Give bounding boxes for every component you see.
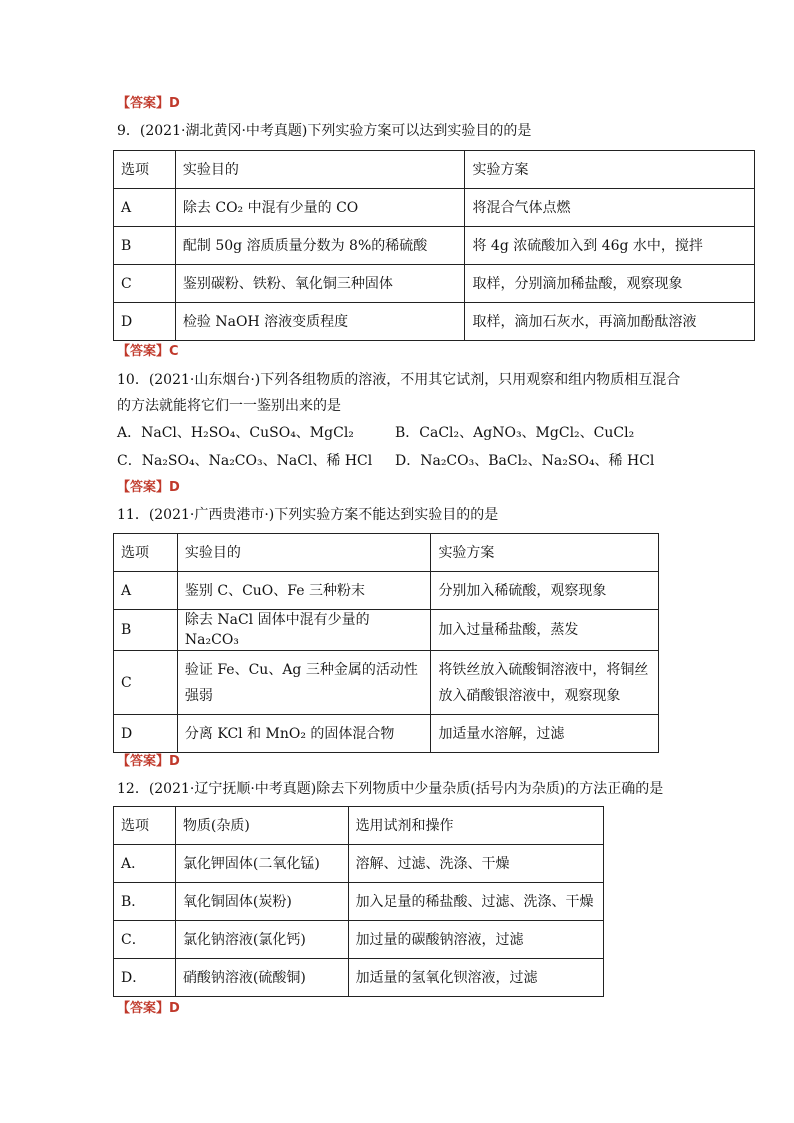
- method-cell: 将铁丝放入硫酸铜溶液中，将铜丝放入硝酸银溶液中，观察现象: [431, 651, 659, 715]
- option-cell: D: [114, 303, 176, 341]
- header-cell: 实验目的: [177, 534, 431, 572]
- option-cell: C．: [114, 921, 176, 959]
- method-cell: 将 4g 浓硫酸加入到 46g 水中，搅拌: [465, 227, 755, 265]
- option-cell: B: [114, 227, 176, 265]
- substance-cell: 氧化铜固体(炭粉): [175, 883, 348, 921]
- option-cell: D．: [114, 959, 176, 997]
- question-12-stem: 12．(2021·辽宁抚顺·中考真题)除去下列物质中少量杂质(括号内为杂质)的方法正确的是: [117, 781, 664, 797]
- table-row: [114, 303, 755, 341]
- question-11-table: [113, 533, 659, 753]
- substance-cell: 氯化钾固体(二氧化锰): [175, 845, 348, 883]
- option-cell: D: [114, 715, 178, 753]
- method-cell: 加入过量稀盐酸，蒸发: [431, 610, 659, 651]
- question-10-stem-line1: 10．(2021·山东烟台·)下列各组物质的溶液，不用其它试剂，只用观察和组内物质相互混合: [117, 372, 681, 388]
- method-cell: 将混合气体点燃: [465, 189, 755, 227]
- question-9-stem: 9．(2021·湖北黄冈·中考真题)下列实验方案可以达到实验目的的是: [117, 123, 532, 139]
- method-cell: 加适量的氢氧化钡溶液，过滤: [348, 959, 603, 997]
- header-cell: 选用试剂和操作: [348, 807, 603, 845]
- answer-label: 【答案】D: [117, 480, 180, 495]
- substance-cell: 氯化钠溶液(氯化钙): [175, 921, 348, 959]
- purpose-cell: 验证 Fe、Cu、Ag 三种金属的活动性强弱: [177, 651, 431, 715]
- option-a: A．NaCl、H₂SO₄、CuSO₄、MgCl₂: [117, 425, 354, 441]
- header-cell: 选项: [114, 151, 176, 189]
- question-9-table: [113, 150, 755, 341]
- table-row: [114, 610, 659, 651]
- option-cell: B．: [114, 883, 176, 921]
- header-cell: 选项: [114, 534, 178, 572]
- answer-label: 【答案】D: [117, 754, 180, 769]
- option-cell: B: [114, 610, 178, 651]
- answer-label: 【答案】D: [117, 96, 180, 111]
- table-row: [114, 189, 755, 227]
- table-row: [114, 883, 604, 921]
- answer-label: 【答案】D: [117, 1001, 180, 1016]
- table-row: [114, 651, 659, 715]
- option-c: C．Na₂SO₄、Na₂CO₃、NaCl、稀 HCl: [117, 453, 373, 469]
- table-header-row: [114, 807, 604, 845]
- method-cell: 分别加入稀硫酸，观察现象: [431, 572, 659, 610]
- question-11-stem: 11．(2021·广西贵港市·)下列实验方案不能达到实验目的的是: [117, 507, 499, 523]
- method-cell: 加适量水溶解，过滤: [431, 715, 659, 753]
- purpose-cell: 除去 NaCl 固体中混有少量的 Na₂CO₃: [177, 610, 431, 651]
- header-cell: 实验目的: [175, 151, 465, 189]
- table-row: [114, 265, 755, 303]
- method-cell: 取样，分别滴加稀盐酸，观察现象: [465, 265, 755, 303]
- purpose-cell: 鉴别碳粉、铁粉、氧化铜三种固体: [175, 265, 465, 303]
- option-cell: A．: [114, 845, 176, 883]
- header-cell: 实验方案: [465, 151, 755, 189]
- option-cell: A: [114, 572, 178, 610]
- header-cell: 物质(杂质): [175, 807, 348, 845]
- method-cell: 加入足量的稀盐酸、过滤、洗涤、干燥: [348, 883, 603, 921]
- option-d: D．Na₂CO₃、BaCl₂、Na₂SO₄、稀 HCl: [395, 453, 655, 469]
- option-b: B．CaCl₂、AgNO₃、MgCl₂、CuCl₂: [395, 425, 635, 441]
- table-header-row: [114, 534, 659, 572]
- question-10-stem-line2: 的方法就能将它们一一鉴别出来的是: [117, 398, 341, 414]
- method-cell: 取样，滴加石灰水，再滴加酚酞溶液: [465, 303, 755, 341]
- header-cell: 实验方案: [431, 534, 659, 572]
- purpose-cell: 分离 KCl 和 MnO₂ 的固体混合物: [177, 715, 431, 753]
- table-row: [114, 227, 755, 265]
- answer-label: 【答案】C: [117, 344, 179, 359]
- purpose-cell: 除去 CO₂ 中混有少量的 CO: [175, 189, 465, 227]
- table-row: [114, 845, 604, 883]
- substance-cell: 硝酸钠溶液(硫酸铜): [175, 959, 348, 997]
- question-12-table: [113, 806, 604, 997]
- purpose-cell: 鉴别 C、CuO、Fe 三种粉末: [177, 572, 431, 610]
- table-row: [114, 572, 659, 610]
- header-cell: 选项: [114, 807, 176, 845]
- table-row: [114, 715, 659, 753]
- option-cell: C: [114, 265, 176, 303]
- option-cell: A: [114, 189, 176, 227]
- method-cell: 溶解、过滤、洗涤、干燥: [348, 845, 603, 883]
- table-header-row: [114, 151, 755, 189]
- purpose-cell: 配制 50g 溶质质量分数为 8%的稀硫酸: [175, 227, 465, 265]
- option-cell: C: [114, 651, 178, 715]
- purpose-cell: 检验 NaOH 溶液变质程度: [175, 303, 465, 341]
- table-row: [114, 921, 604, 959]
- method-cell: 加过量的碳酸钠溶液，过滤: [348, 921, 603, 959]
- table-row: [114, 959, 604, 997]
